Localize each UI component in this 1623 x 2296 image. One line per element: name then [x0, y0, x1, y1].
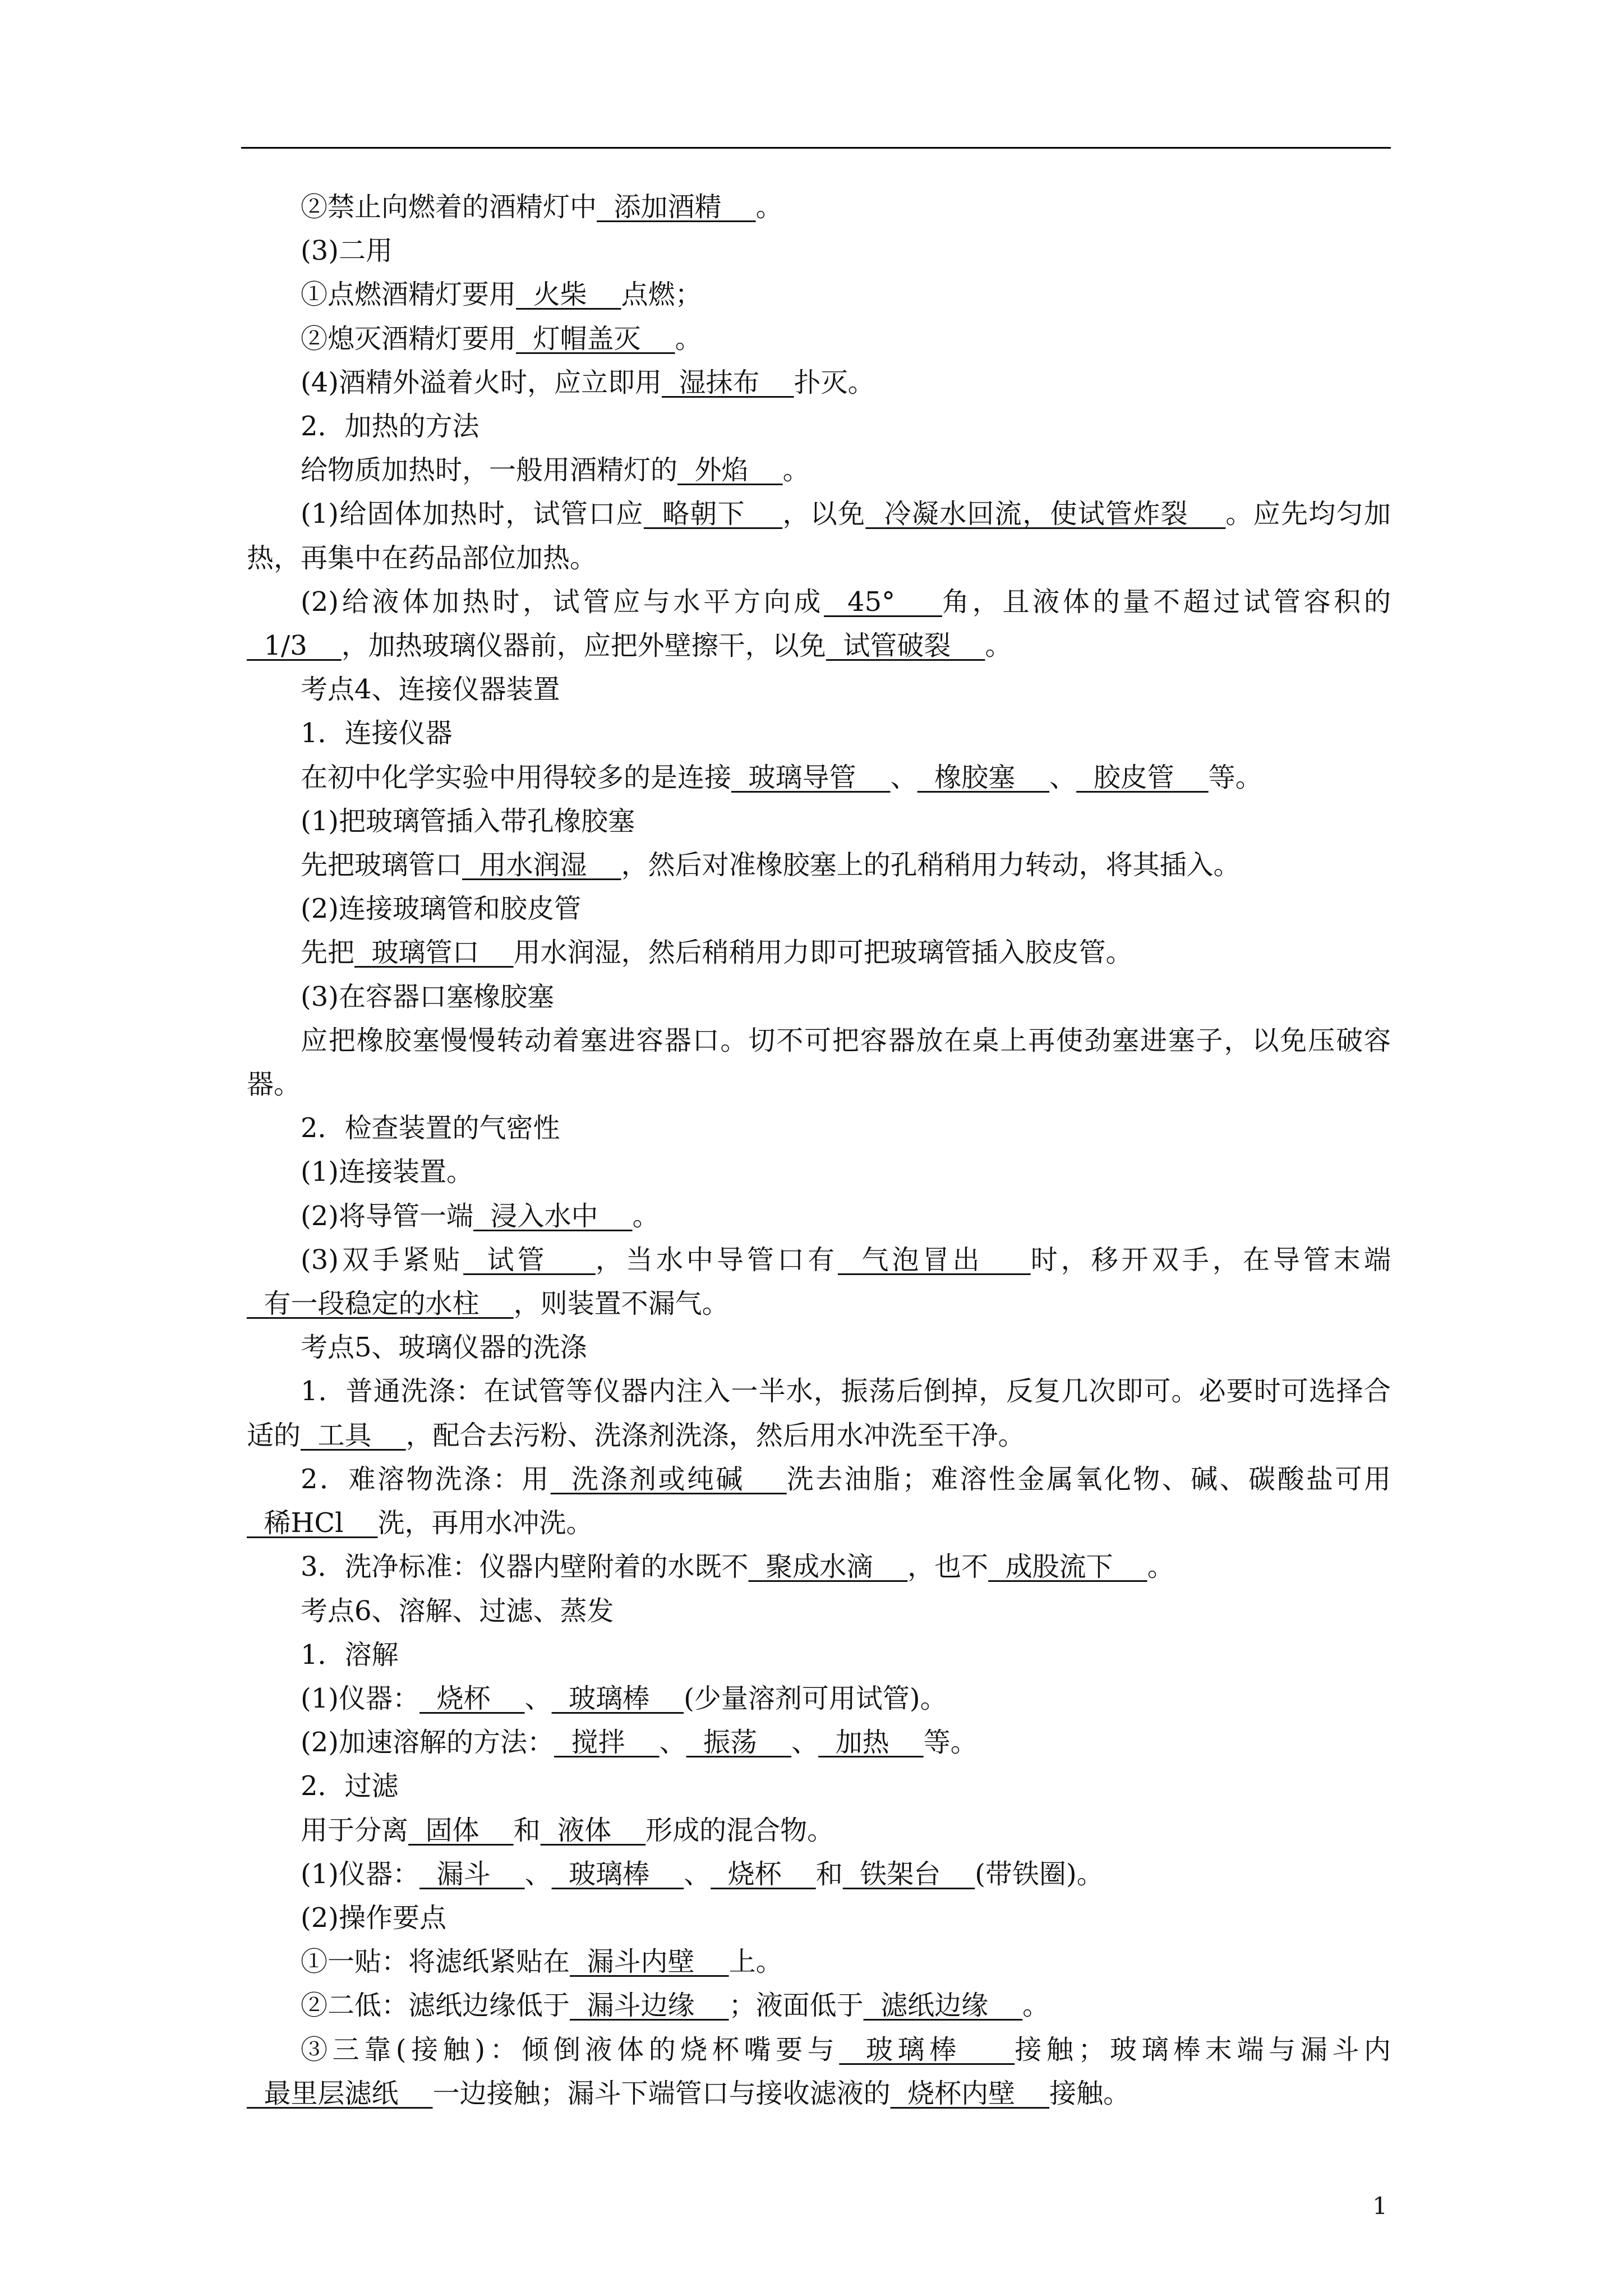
paragraph: [247, 843, 1391, 887]
text-run: ②二低：滤纸边缘低于: [301, 1990, 570, 2022]
fill-in-answer: 铁架台: [842, 1858, 975, 1890]
fill-in-answer: 液体: [540, 1814, 646, 1846]
text-run: 、: [524, 1682, 552, 1714]
paragraph: [247, 1677, 1391, 1720]
text-run: 考点4、连接仪器装置: [301, 674, 560, 706]
fill-in-answer: 添加酒精: [597, 191, 756, 223]
text-run: (3)在容器口塞橡胶塞: [301, 981, 554, 1013]
document-body: [247, 185, 1391, 2115]
text-run: (3)双手紧贴: [301, 1244, 464, 1276]
fill-in-answer: 漏斗: [419, 1858, 525, 1890]
text-run: ，然后对准橡胶塞上的孔稍稍用力转动，将其插入。: [621, 849, 1241, 881]
text-run: 上。: [728, 1946, 783, 1978]
paragraph: [247, 580, 1391, 668]
paragraph: [247, 799, 1391, 843]
text-run: 一边接触；漏斗下端管口与接收滤液的: [432, 2077, 891, 2109]
fill-in-answer: 滤纸边缘: [863, 1990, 1023, 2022]
fill-in-answer: 胶皮管: [1076, 761, 1209, 793]
paragraph: [247, 711, 1391, 755]
fill-in-answer: 试管: [463, 1244, 596, 1276]
text-run: (4)酒精外溢着火时，应立即用: [301, 366, 662, 398]
text-run: 应把橡胶塞慢慢转动着塞进容器口。切不可把容器放在桌上再使劲塞进塞子，以免压破容器。: [247, 1024, 1391, 1101]
paragraph: [247, 404, 1391, 448]
paragraph: [247, 273, 1391, 316]
text-run: 。: [985, 630, 1012, 662]
text-run: (2)连接玻璃管和胶皮管: [301, 893, 581, 925]
text-run: 形成的混合物。: [645, 1814, 834, 1846]
paragraph: [247, 317, 1391, 361]
text-run: 、: [890, 761, 917, 793]
fill-in-answer: 稀HCl: [247, 1507, 378, 1539]
text-run: ②禁止向燃着的酒精灯中: [301, 191, 597, 223]
paragraph: [247, 887, 1391, 931]
text-run: (2)给液体加热时，试管应与水平方向成: [301, 586, 824, 618]
text-run: 2．检查装置的气密性: [301, 1112, 560, 1144]
text-run: (3)二用: [301, 235, 393, 267]
text-run: ①一贴：将滤纸紧贴在: [301, 1946, 570, 1978]
fill-in-answer: 45°: [824, 586, 943, 618]
fill-in-answer: 玻璃棒: [839, 2033, 1015, 2065]
fill-in-answer: 火柴: [516, 279, 621, 311]
text-run: 点燃；: [621, 279, 702, 311]
page-number: 1: [1372, 2192, 1387, 2220]
text-run: 考点5、玻璃仪器的洗涤: [301, 1332, 587, 1364]
text-run: 等。: [1208, 761, 1262, 793]
paragraph: [247, 1984, 1391, 2027]
text-run: (1)把玻璃管插入带孔橡胶塞: [301, 805, 635, 837]
paragraph: [247, 229, 1391, 273]
paragraph: [247, 668, 1391, 711]
fill-in-answer: 橡胶塞: [917, 761, 1050, 793]
text-run: 1．连接仪器: [301, 717, 453, 749]
text-run: (2)加速溶解的方法：: [301, 1727, 554, 1759]
text-run: 3．洗净标准：仪器内壁附着的水既不: [301, 1551, 749, 1583]
fill-in-answer: 漏斗边缘: [570, 1990, 729, 2022]
text-run: ，加热玻璃仪器前，应把外壁擦干，以免: [341, 630, 826, 662]
text-run: ，以免: [782, 498, 866, 530]
fill-in-answer: 玻璃管口: [354, 937, 514, 969]
text-run: 。: [675, 323, 702, 355]
text-run: 1．溶解: [301, 1639, 399, 1671]
text-run: 、: [684, 1858, 711, 1890]
paragraph: [247, 1369, 1391, 1457]
paragraph: [247, 1019, 1391, 1106]
fill-in-answer: 玻璃棒: [551, 1682, 684, 1714]
text-run: 、: [524, 1858, 552, 1890]
text-run: 接触；玻璃棒末端与漏斗内: [1015, 2033, 1391, 2065]
fill-in-answer: 灯帽盖灭: [516, 323, 675, 355]
paragraph: [247, 1633, 1391, 1677]
fill-in-answer: 工具: [301, 1419, 406, 1451]
text-run: 。: [1147, 1551, 1174, 1583]
paragraph: [247, 1457, 1391, 1545]
fill-in-answer: 振荡: [686, 1727, 792, 1759]
fill-in-answer: 烧杯: [711, 1858, 816, 1890]
text-run: ，配合去污粉、洗涤剂洗涤，然后用水冲洗至干净。: [405, 1419, 1025, 1451]
paragraph: [247, 1940, 1391, 1984]
paragraph: [247, 1194, 1391, 1238]
text-run: 考点6、溶解、过滤、蒸发: [301, 1595, 614, 1627]
text-run: ，当水中导管口有: [595, 1244, 838, 1276]
paragraph: [247, 1589, 1391, 1633]
fill-in-answer: 加热: [818, 1727, 924, 1759]
text-run: (2)将导管一端: [301, 1200, 473, 1232]
text-run: 和: [815, 1858, 843, 1890]
text-run: 2．难溶物洗涤：用: [301, 1463, 551, 1495]
text-run: 。应先均匀加热，再集中在药品部位加热。: [247, 498, 1391, 574]
text-run: 用水润湿，然后稍稍用力即可把玻璃管插入胶皮管。: [513, 937, 1133, 969]
fill-in-answer: 烧杯: [419, 1682, 525, 1714]
text-run: 2．过滤: [301, 1770, 399, 1802]
paragraph: [247, 2028, 1391, 2115]
text-run: 。: [632, 1200, 660, 1232]
fill-in-answer: 气泡冒出: [837, 1244, 1031, 1276]
text-run: ①点燃酒精灯要用: [301, 279, 517, 311]
text-run: 先把: [301, 937, 355, 969]
fill-in-answer: 1/3: [247, 630, 342, 662]
fill-in-answer: 烧杯内壁: [890, 2077, 1050, 2109]
paragraph: [247, 1238, 1391, 1326]
text-run: 、: [791, 1727, 819, 1759]
text-run: ②熄灭酒精灯要用: [301, 323, 517, 355]
text-run: 。: [755, 191, 783, 223]
text-run: 、: [659, 1727, 686, 1759]
paragraph: [247, 1326, 1391, 1369]
paragraph: [247, 1764, 1391, 1808]
fill-in-answer: 玻璃棒: [551, 1858, 684, 1890]
paragraph: [247, 1809, 1391, 1852]
fill-in-answer: 聚成水滴: [748, 1551, 908, 1583]
text-run: 和: [513, 1814, 541, 1846]
fill-in-answer: 湿抹布: [662, 366, 794, 398]
fill-in-answer: 试管破裂: [826, 630, 985, 662]
text-run: 时，移开双手，在导管末端: [1030, 1244, 1391, 1276]
header-rule: [241, 147, 1391, 149]
fill-in-answer: 外焰: [677, 454, 783, 486]
text-run: ，也不: [907, 1551, 989, 1583]
paragraph: [247, 448, 1391, 492]
text-run: 洗去油脂；难溶性金属氧化物、碱、碳酸盐可用: [786, 1463, 1391, 1495]
text-run: (2)操作要点: [301, 1902, 446, 1934]
fill-in-answer: 冷凝水回流，使试管炸裂: [865, 498, 1226, 530]
text-run: 、: [1049, 761, 1077, 793]
paragraph: [247, 185, 1391, 229]
text-run: (1)给固体加热时，试管口应: [301, 498, 644, 530]
text-run: 。: [1022, 1990, 1050, 2022]
text-run: ；液面低于: [728, 1990, 864, 2022]
text-run: ③三靠(接触)：倾倒液体的烧杯嘴要与: [301, 2033, 840, 2065]
text-run: 角，且液体的量不超过试管容积的: [942, 586, 1391, 618]
fill-in-answer: 最里层滤纸: [247, 2077, 433, 2109]
text-run: (少量溶剂可用试管)。: [684, 1682, 947, 1714]
text-run: (1)仪器：: [301, 1858, 419, 1890]
text-run: ，则装置不漏气。: [513, 1288, 729, 1320]
text-run: 给物质加热时，一般用酒精灯的: [301, 454, 678, 486]
text-run: 扑灭。: [794, 366, 875, 398]
fill-in-answer: 成股流下: [988, 1551, 1147, 1583]
fill-in-answer: 固体: [408, 1814, 514, 1846]
fill-in-answer: 有一段稳定的水柱: [247, 1288, 514, 1320]
text-run: 在初中化学实验中用得较多的是连接: [301, 761, 732, 793]
paragraph: [247, 361, 1391, 404]
fill-in-answer: 漏斗内壁: [570, 1946, 729, 1978]
text-run: (带铁圈)。: [975, 1858, 1104, 1890]
text-run: 接触。: [1049, 2077, 1131, 2109]
paragraph: [247, 756, 1391, 799]
paragraph: [247, 931, 1391, 974]
text-run: 等。: [923, 1727, 978, 1759]
text-run: 先把玻璃管口: [301, 849, 463, 881]
paragraph: [247, 1896, 1391, 1940]
text-run: 。: [782, 454, 810, 486]
paragraph: [247, 1720, 1391, 1764]
text-run: 用于分离: [301, 1814, 409, 1846]
text-run: (1)连接装置。: [301, 1156, 473, 1188]
paragraph: [247, 1150, 1391, 1194]
text-run: 2．加热的方法: [301, 411, 479, 443]
fill-in-answer: 略朝下: [643, 498, 783, 530]
fill-in-answer: 搅拌: [554, 1727, 660, 1759]
paragraph: [247, 1545, 1391, 1589]
fill-in-answer: 浸入水中: [473, 1200, 633, 1232]
text-run: 洗，再用水冲洗。: [377, 1507, 593, 1539]
fill-in-answer: 洗涤剂或纯碱: [550, 1463, 787, 1495]
paragraph: [247, 975, 1391, 1019]
paragraph: [247, 1852, 1391, 1896]
paragraph: [247, 1106, 1391, 1150]
text-run: (1)仪器：: [301, 1682, 419, 1714]
fill-in-answer: 玻璃导管: [731, 761, 891, 793]
fill-in-answer: 用水润湿: [462, 849, 621, 881]
text-run: 1．普通洗涤：在试管等仪器内注入一半水，振荡后倒掉，反复几次即可。必要时可选择合适的: [247, 1375, 1391, 1451]
paragraph: [247, 492, 1391, 579]
